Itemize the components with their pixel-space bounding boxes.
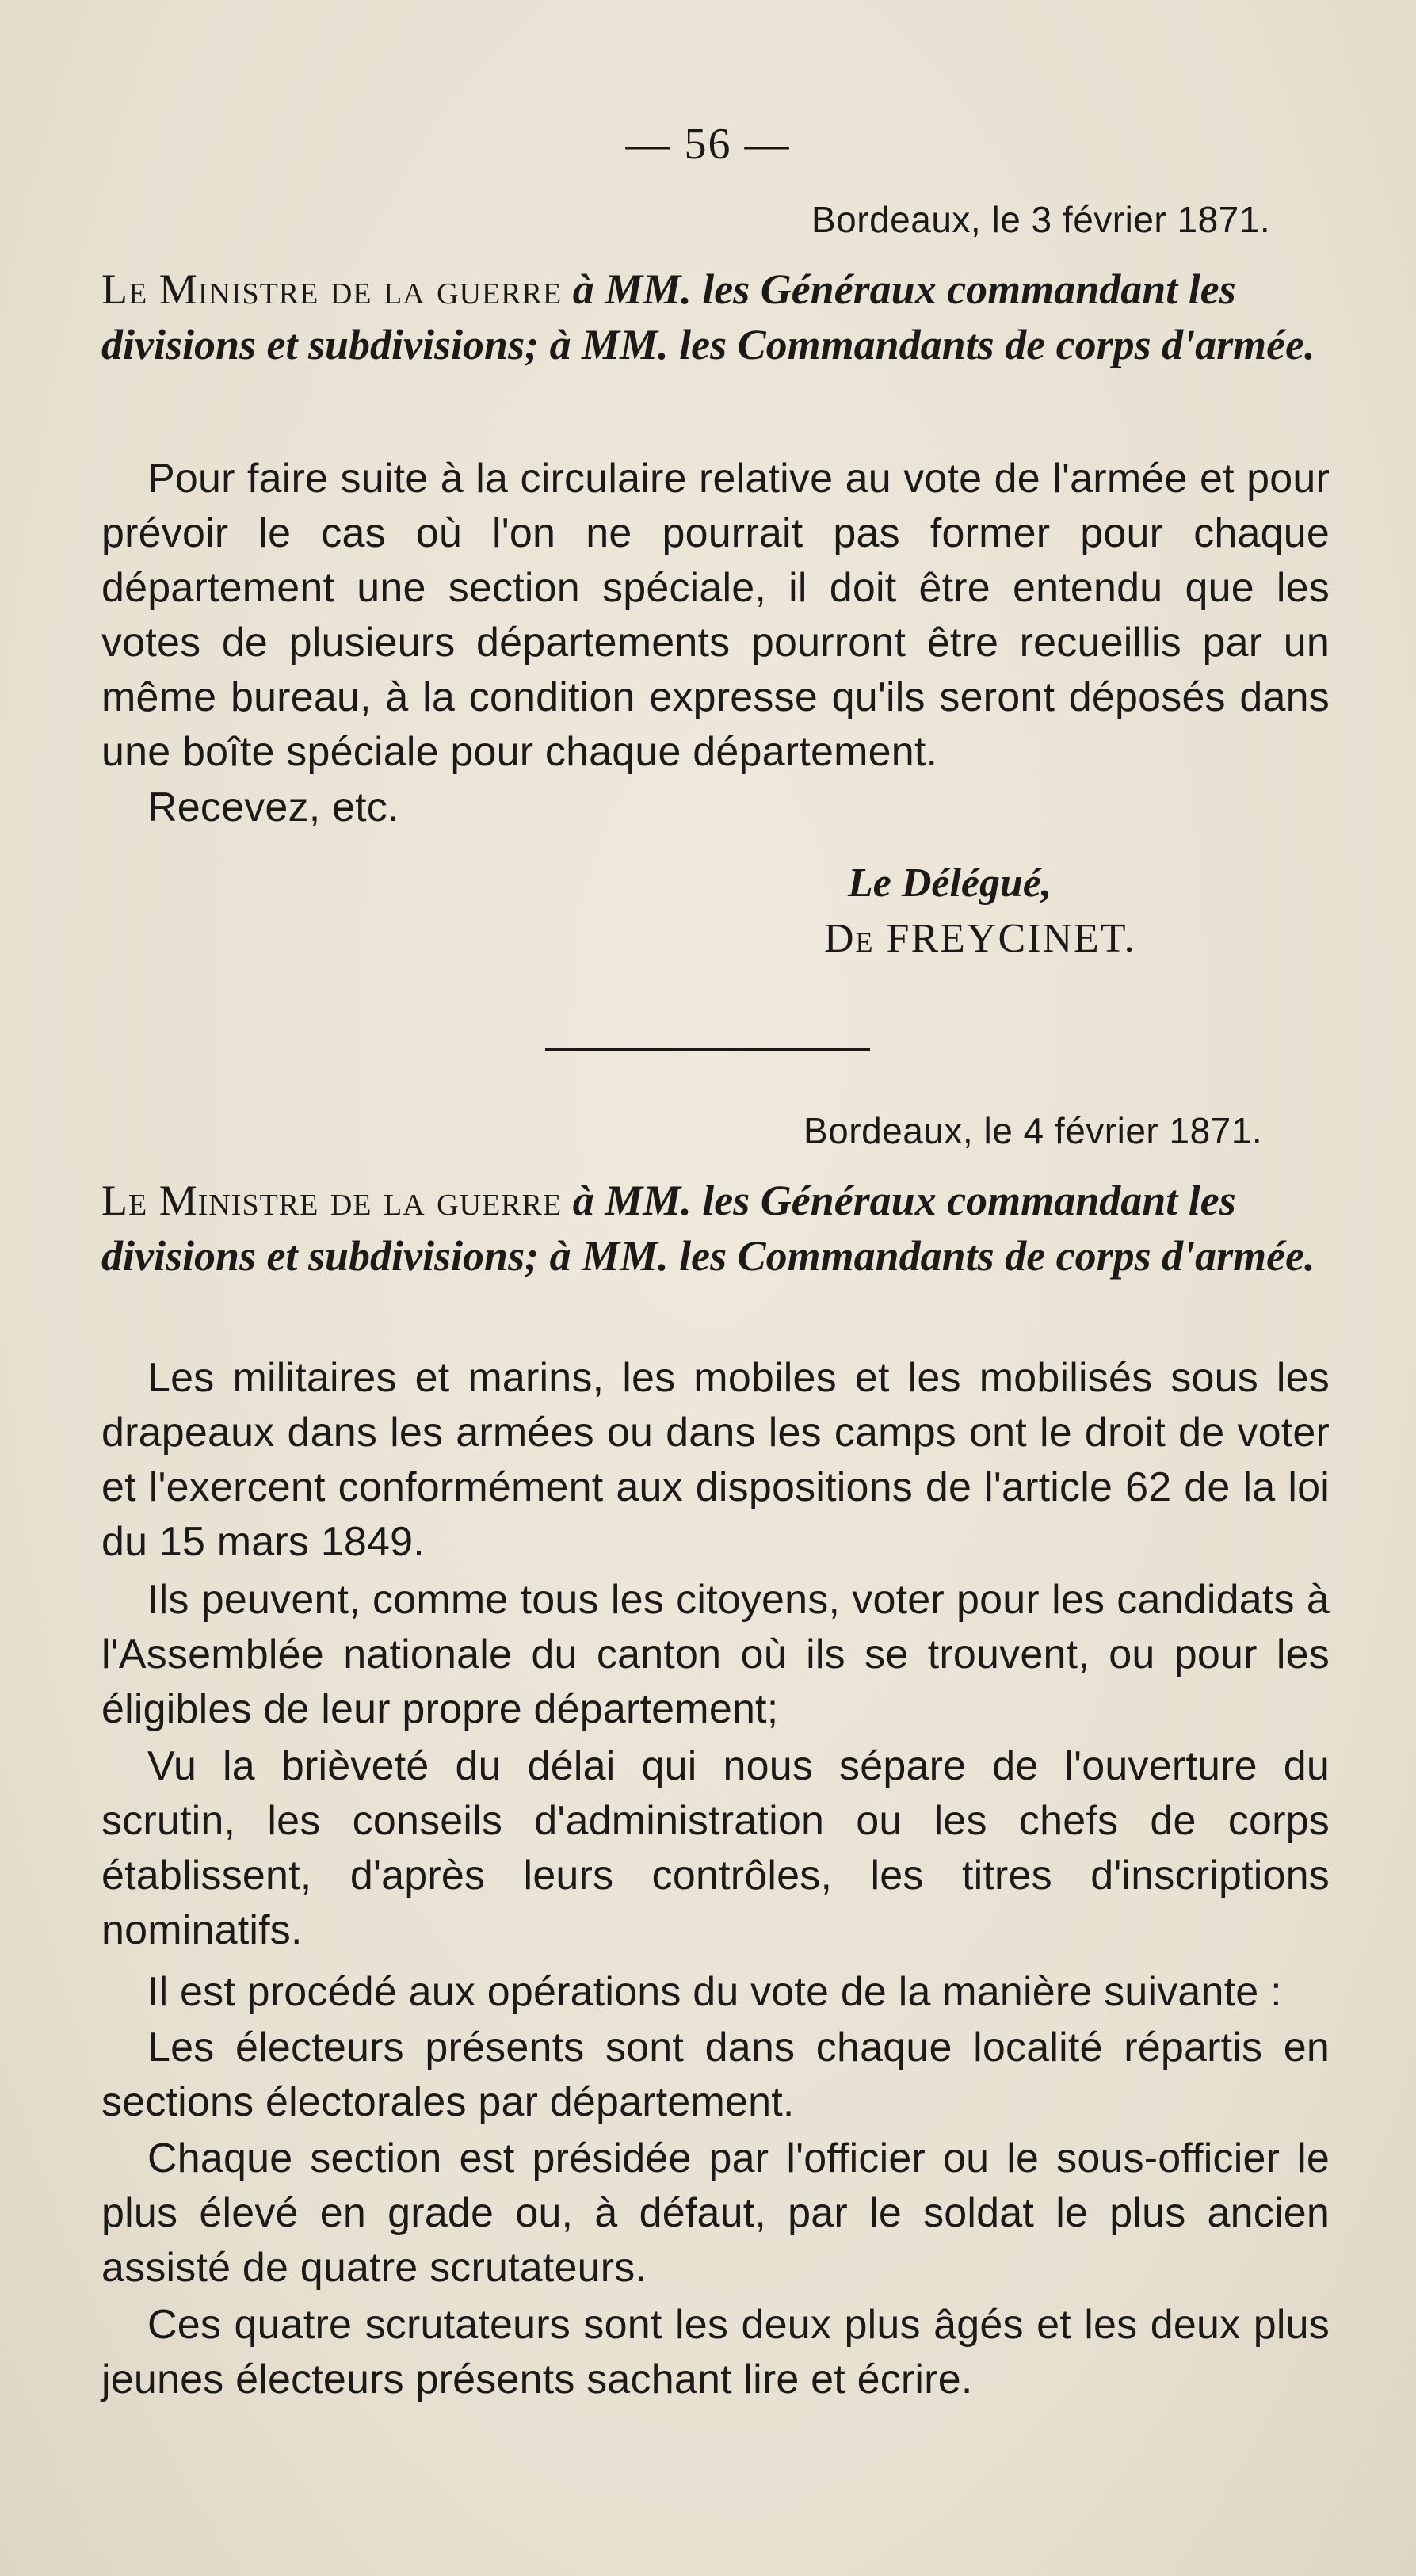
paragraph: Il est procédé aux opérations du vote de la manière suivante :	[147, 1969, 1282, 2015]
paragraph: Les militaires et marins, les mobiles et les mobilisés sous les drapeaux dans les armées ou dans les camps ont le droit de voter et l'exercent conformément aux dispositions de l'article 62 de la loi du 15 mars 1849.	[101, 1355, 1330, 1565]
paragraph: Vu la brièveté du délai qui nous sépare de l'ouverture du scrutin, les conseils d'administration ou les chefs de corps établissent, d'après leurs contrôles, les titres d'inscriptions nominatifs.	[101, 1743, 1330, 1953]
signature-name: De FREYCINET.	[824, 916, 1136, 961]
dateline: Bordeaux, le 3 février 1871.	[811, 199, 1271, 240]
paragraph: Chaque section est présidée par l'officier ou le sous-officier le plus élevé en grade ou, à défaut, par le soldat le plus ancien assisté de quatre scrutateurs.	[101, 2135, 1330, 2291]
letter-heading	[101, 261, 1330, 372]
paragraph: Les électeurs présents sont dans chaque localité répartis en sections électorales par département.	[101, 2025, 1330, 2125]
signature-title: Le Délégué,	[848, 861, 1052, 906]
paragraph: Ces quatre scrutateurs sont les deux plus âgés et les deux plus jeunes électeurs présents sachant lire et écrire.	[101, 2302, 1330, 2402]
paragraph: Ils peuvent, comme tous les citoyens, voter pour les candidats à l'Assemblée nationale du canton où ils se trouvent, ou pour les éligibles de leur propre département;	[101, 1577, 1330, 1732]
sender: Le Ministre de la guerre	[101, 1177, 563, 1224]
paragraph: Pour faire suite à la circulaire relative au vote de l'armée et pour prévoir le cas où l'on ne pourrait pas former pour chaque département une section spéciale, il doit être entendu que les votes de plusieurs départements pourront être recueillis par un même bureau, à la condition expresse qu'ils seront déposés dans une boîte spéciale pour chaque département.	[101, 456, 1330, 775]
sender: Le Ministre de la guerre	[101, 265, 563, 313]
page-number: — 56 —	[625, 120, 791, 169]
paragraph: Recevez, etc.	[147, 784, 399, 830]
recipients: à MM. les Généraux commandant les divisions et subdivisions; à MM. les Commandants de corps d'armée.	[101, 265, 1315, 368]
recipients: à MM. les Généraux commandant les divisions et subdivisions; à MM. les Commandants de corps d'armée.	[101, 1177, 1315, 1280]
letter-heading	[101, 1173, 1330, 1284]
dateline: Bordeaux, le 4 février 1871.	[803, 1110, 1263, 1151]
section-divider	[545, 1048, 870, 1051]
